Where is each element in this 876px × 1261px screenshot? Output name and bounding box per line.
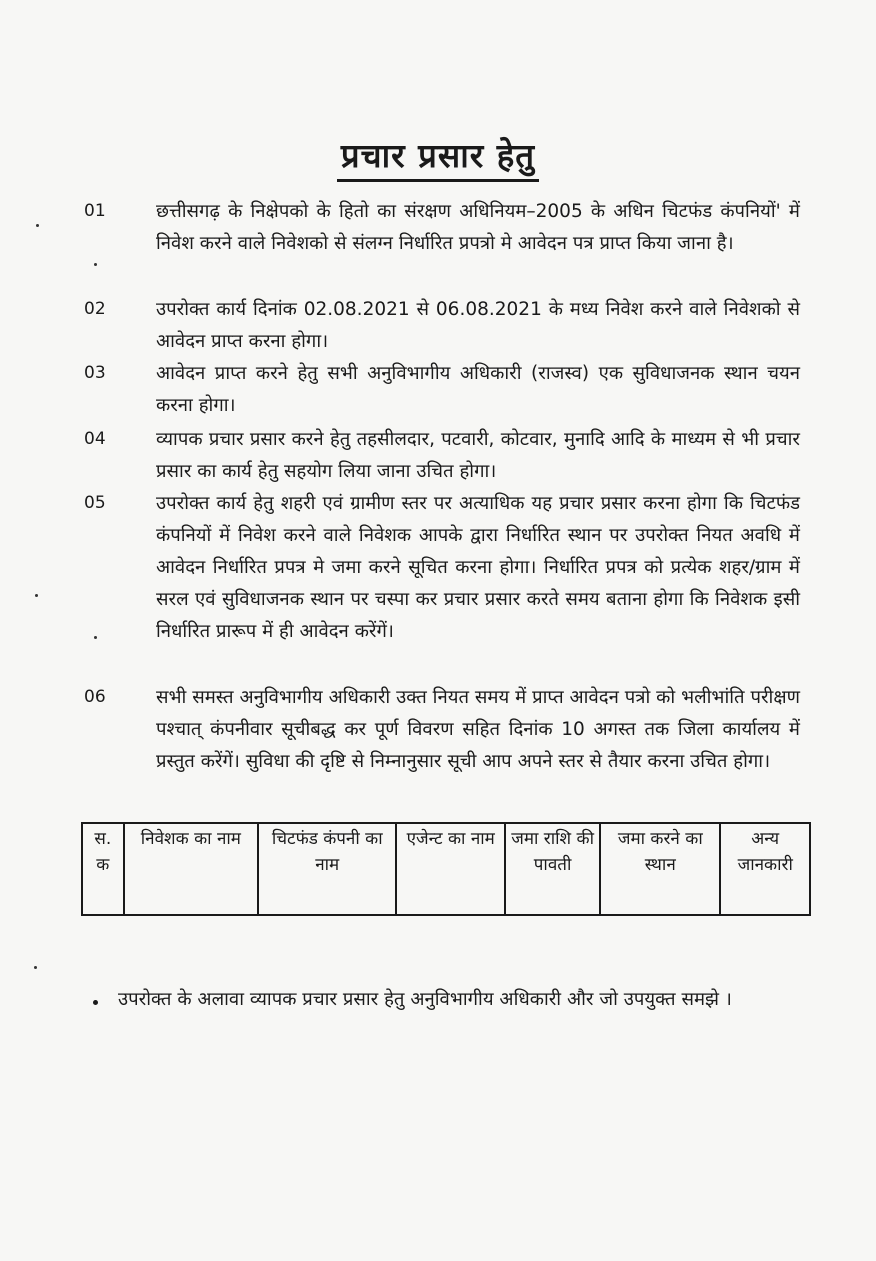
item-number: 06 — [84, 687, 106, 707]
item-number: 03 — [84, 363, 106, 383]
table-header-row — [82, 823, 810, 915]
item-text: आवेदन प्राप्त करने हेतु सभी अनुविभागीय अधिकारी (राजस्व) एक सुविधाजनक स्थान चयन करना होगा। — [156, 363, 800, 416]
scan-speck — [94, 263, 97, 266]
item-text: उपरोक्त कार्य दिनांक 02.08.2021 से 06.08.2021 के मध्य निवेश करने वाले निवेशको से आवेदन प्राप्त करना होगा। — [156, 299, 800, 352]
scan-speck — [35, 594, 38, 597]
scan-speck — [94, 636, 97, 639]
table-header-cell: जमा राशि की पावती — [505, 823, 600, 915]
table-header-cell: निवेशक का नाम — [124, 823, 258, 915]
item-number: 02 — [84, 299, 106, 319]
bullet-icon — [93, 1000, 98, 1005]
table-header-cell: जमा करने का स्थान — [600, 823, 720, 915]
table-header-cell: चिटफंड कंपनी का नाम — [258, 823, 396, 915]
item-text: उपरोक्त कार्य हेतु शहरी एवं ग्रामीण स्तर पर अत्याधिक यह प्रचार प्रसार करना होगा कि चिटफंड कंपनियों में निवेश करने वाले निवेशक आपके द्वारा निर्धारित स्थान पर उपरोक्त नियत अवधि में आवेदन निर्धारित प्रपत्र मे जमा करने सूचित करना होगा। निर्धारित प्रपत्र को प्रत्येक शहर/ग्राम में सरल एवं सुविधाजनक स्थान पर चस्पा कर प्रचार प्रसार करते समय बताना होगा कि निवेशक इसी निर्धारित प्रारूप में ही आवेदन करेंगें। — [156, 493, 800, 642]
table-header-cell: एजेन्ट का नाम — [396, 823, 505, 915]
item-number: 05 — [84, 493, 106, 513]
scan-speck — [34, 966, 37, 969]
bullet-text: उपरोक्त के अलावा व्यापक प्रचार प्रसार हेतु अनुविभागीय अधिकारी और जो उपयुक्त समझे । — [118, 989, 732, 1010]
scan-speck — [36, 224, 39, 227]
item-number: 01 — [84, 201, 106, 221]
item-text: छत्तीसगढ़ के निक्षेपको के हितो का संरक्षण अधिनियम–2005 के अधिन चिटफंड कंपनियों' में निवेश करने वाले निवेशको से संलग्न निर्धारित प्रपत्रो मे आवेदन पत्र प्राप्त किया जाना है। — [156, 201, 800, 254]
table-header-cell: अन्य जानकारी — [720, 823, 810, 915]
item-text: सभी समस्त अनुविभागीय अधिकारी उक्त नियत समय में प्राप्त आवेदन पत्रो को भलीभांति परीक्षण पश्चात् कंपनीवार सूचीबद्ध कर पूर्ण विवरण सहित दिनांक 10 अगस्त तक जिला कार्यालय में प्रस्तुत करेंगें। सुविधा की दृष्टि से निम्नानुसार सूची आप अपने स्तर से तैयार करना उचित होगा। — [156, 687, 800, 772]
item-number: 04 — [84, 429, 106, 449]
page-title — [0, 132, 876, 182]
format-table — [81, 822, 811, 916]
table-header-cell: स. क — [82, 823, 124, 915]
title-text: प्रचार प्रसार हेतु — [337, 132, 539, 182]
item-text: व्यापक प्रचार प्रसार करने हेतु तहसीलदार, पटवारी, कोटवार, मुनादि आदि के माध्यम से भी प्रचार प्रसार का कार्य हेतु सहयोग लिया जाना उचित होगा। — [156, 429, 800, 482]
